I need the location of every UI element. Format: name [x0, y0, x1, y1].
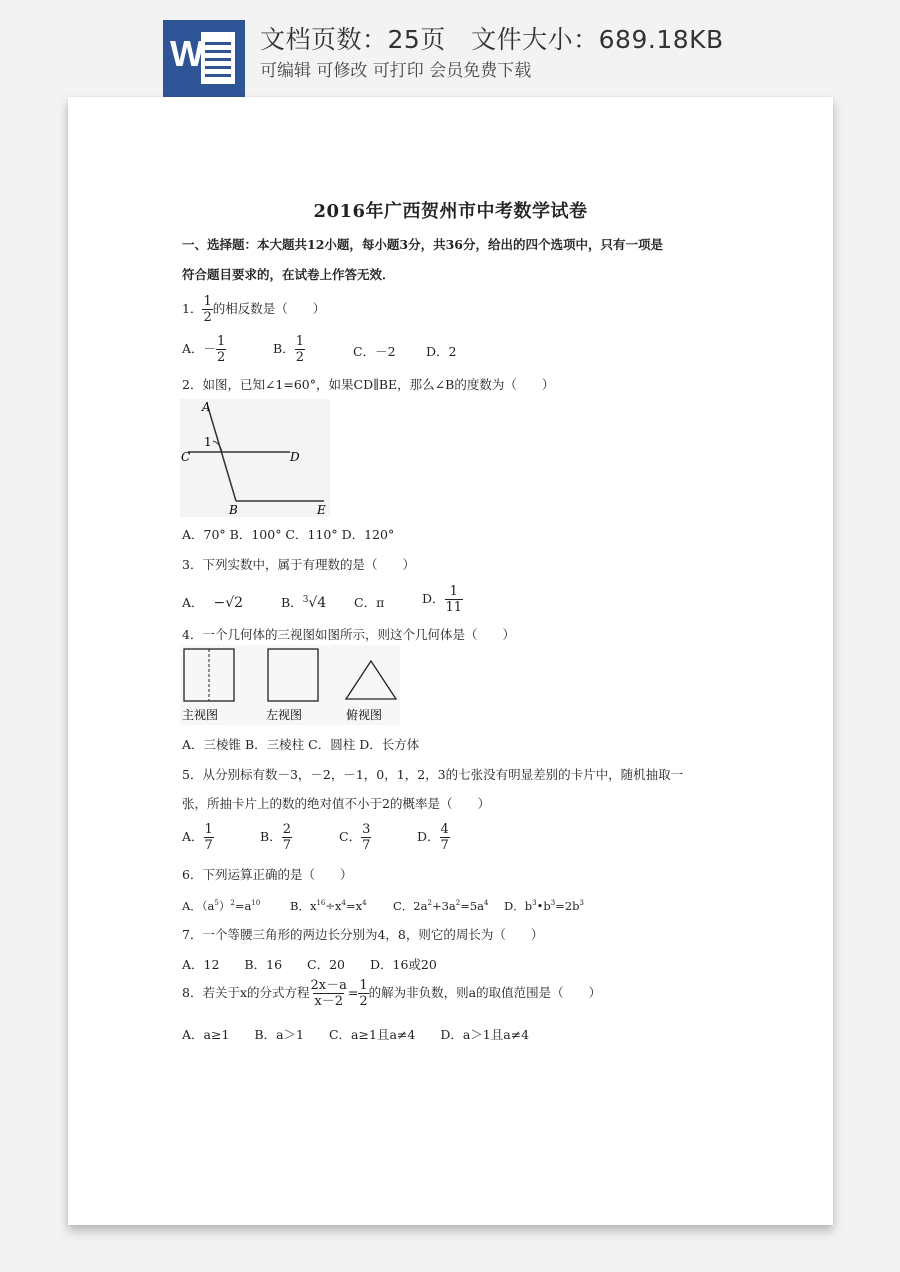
- top-view-label: 俯视图: [346, 708, 383, 722]
- figure-label-d: D: [290, 450, 300, 464]
- figure-label-a: A: [202, 400, 211, 414]
- question-5-line2: 张，所抽卡片上的数的绝对值不小于2的概率是（ ）: [182, 796, 490, 811]
- question-1-option-b: B． $\frac{1}{2}$: [273, 334, 304, 365]
- page-title: 2016年广西贺州市中考数学试卷: [313, 201, 588, 222]
- question-1-option-a: A．－ $\frac{1}{2}$: [182, 334, 226, 365]
- question-3: 3．下列实数中，属于有理数的是（ ）: [182, 557, 415, 572]
- question-1: 1． $\frac{1}{2}$ 的相反数是（ ）: [182, 294, 326, 325]
- question-6-option-b: B．$x^{16}\div x^4=x^4$: [290, 899, 367, 913]
- question-6: 6．下列运算正确的是（ ）: [182, 867, 353, 882]
- document-page: [68, 97, 833, 1225]
- document-info-header: [0, 0, 900, 100]
- figure-label-1: 1: [204, 435, 212, 449]
- question-5-option-d: D． $\frac{4}{7}$: [417, 822, 449, 853]
- question-2: 2．如图，已知∠1=60°，如果CD∥BE，那么∠B的度数为（ ）: [182, 377, 555, 392]
- question-6-option-d: D．$b^3•b^3=2b^3$: [504, 899, 584, 913]
- question-4: 4．一个几何体的三视图如图所示，则这个几何体是（ ）: [182, 627, 515, 642]
- question-6-option-c: C．$2a^2+3a^2=5a^4$: [393, 899, 489, 913]
- question-4-three-views-figure: [180, 645, 400, 725]
- question-5-option-b: B． $\frac{2}{7}$: [260, 822, 291, 853]
- document-meta-title: 文档页数：25页 文件大小：689.18KB: [260, 25, 724, 54]
- figure-label-e: E: [317, 503, 326, 517]
- question-5-option-c: C． $\frac{3}{7}$: [339, 822, 371, 853]
- question-3-option-b: B．$^3$√4: [281, 594, 327, 611]
- question-8: 8．若关于x的分式方程 $\frac{2x-a}{x-2}$ = $\frac{1}{2}$ 的解为非负数，则a的取值范围是（ ）: [182, 978, 602, 1009]
- question-8-options: A．a≥1 B．a＞1 C．a≥1且a≠4 D．a＞1且a≠4: [182, 1027, 530, 1042]
- question-1-option-c: C．－2: [353, 344, 396, 359]
- figure-label-c: C: [181, 450, 191, 464]
- question-7-options: A．12 B．16 C．20 D．16或20: [182, 957, 437, 972]
- question-2-figure: [180, 399, 330, 517]
- question-3-option-a: A． −√2: [182, 595, 244, 611]
- figure-label-b: B: [229, 503, 238, 517]
- left-view-label: 左视图: [266, 708, 303, 722]
- section-instructions-line2: 符合题目要求的，在试卷上作答无效．: [182, 267, 395, 282]
- question-1-option-d: D．2: [426, 344, 457, 359]
- question-5-line1: 5．从分别标有数－3，－2，－1，0，1，2，3的七张没有明显差别的卡片中，随机抽取一: [182, 767, 684, 782]
- question-5-option-a: A． $\frac{1}{7}$: [182, 822, 213, 853]
- word-document-icon: W: [163, 20, 245, 97]
- question-4-options: A．三棱锥 B．三棱柱 C．圆柱 D．长方体: [182, 737, 420, 752]
- document-meta-subtitle: 可编辑 可修改 可打印 会员免费下载: [260, 61, 532, 81]
- front-view-label: 主视图: [182, 708, 219, 722]
- question-2-options: A．70° B．100° C．110° D．120°: [182, 527, 395, 542]
- question-6-option-a: A．$(a^5)^2=a^{10}$: [182, 899, 261, 913]
- question-3-option-c: C．π: [354, 595, 385, 610]
- question-7: 7．一个等腰三角形的两边长分别为4，8，则它的周长为（ ）: [182, 927, 544, 942]
- section-instructions-line1: 一、选择题：本大题共12小题，每小题3分，共36分，给出的四个选项中，只有一项是: [182, 237, 663, 252]
- question-3-option-d: D． $\frac{1}{11}$: [422, 584, 463, 615]
